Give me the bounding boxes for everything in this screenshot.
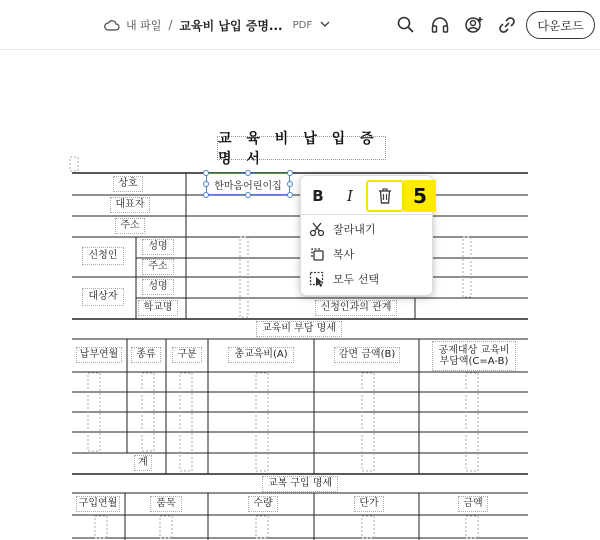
- menu-item-select-all[interactable]: [309, 267, 427, 291]
- download-button[interactable]: 다운로드: [526, 11, 595, 39]
- uniform-header-unit-price: 단가: [354, 496, 384, 512]
- relation-label: 신청인과의 관계: [315, 300, 397, 316]
- uniform-header-item: 품목: [150, 496, 182, 512]
- top-toolbar: [0, 0, 600, 50]
- subject-name-label: 성명: [142, 279, 174, 295]
- cloud-icon: [104, 19, 120, 31]
- resize-handle[interactable]: [287, 192, 293, 198]
- search-icon[interactable]: [396, 15, 416, 35]
- applicant-name-label: 성명: [142, 239, 174, 255]
- uniform-header-qty: 수량: [248, 496, 278, 512]
- trash-icon: [377, 187, 393, 205]
- uniform-header-month: 구입연월: [76, 496, 120, 512]
- resize-handle[interactable]: [245, 192, 251, 198]
- menu-item-cut-label: 잘라내기: [333, 223, 376, 236]
- menu-item-cut[interactable]: [309, 217, 427, 241]
- resize-handle[interactable]: [203, 170, 209, 176]
- uniform-header-amount: 금액: [458, 496, 488, 512]
- link-icon[interactable]: [497, 15, 517, 35]
- italic-button[interactable]: I: [347, 187, 353, 205]
- uniform-section-heading: 교복 구입 명세: [262, 476, 338, 492]
- company-label: 상호: [113, 176, 143, 192]
- resize-handle[interactable]: [287, 181, 293, 187]
- add-user-icon[interactable]: [464, 15, 484, 35]
- burden-header-deductible-line2: 부담액(C=A-B): [439, 356, 509, 367]
- bold-button[interactable]: B: [312, 187, 324, 205]
- burden-header-type: 종류: [131, 347, 161, 363]
- file-name[interactable]: 교육비 납입 증명...: [179, 18, 283, 33]
- select-all-icon: [309, 271, 325, 287]
- resize-handle[interactable]: [203, 192, 209, 198]
- copy-icon: [309, 246, 325, 262]
- burden-header-deductible-line1: 공제대상 교육비: [438, 344, 510, 356]
- breadcrumb-my-files[interactable]: 내 파일: [126, 19, 162, 32]
- burden-total-label: 계: [134, 455, 152, 471]
- step-number-badge: 5: [404, 180, 436, 212]
- headphones-icon[interactable]: [430, 15, 450, 35]
- burden-header-category: 구분: [172, 347, 202, 363]
- selected-text-field[interactable]: 한마음어린이집: [206, 173, 290, 195]
- document-title: 교 육 비 납 입 증 명 서: [217, 136, 386, 160]
- burden-section-heading: 교육비 부담 명세: [256, 321, 342, 337]
- address-label: 주소: [115, 218, 145, 234]
- burden-header-month: 납부연월: [76, 347, 122, 363]
- menu-item-select-all-label: 모두 선택: [333, 273, 380, 286]
- burden-header-deductible: [432, 341, 516, 371]
- representative-label: 대표자: [110, 197, 150, 213]
- applicant-label: 신청인: [82, 247, 124, 265]
- chevron-down-icon[interactable]: [320, 20, 330, 31]
- school-label: 학교명: [138, 300, 178, 316]
- breadcrumb-separator: /: [168, 18, 173, 32]
- breadcrumb: [104, 0, 330, 50]
- menu-item-copy-label: 복사: [333, 248, 355, 261]
- scissors-icon: [309, 221, 325, 237]
- menu-divider: [301, 214, 434, 215]
- delete-button[interactable]: [366, 180, 404, 212]
- file-type: PDF: [292, 19, 313, 31]
- menu-item-copy[interactable]: [309, 242, 427, 266]
- resize-handle[interactable]: [203, 181, 209, 187]
- subject-label: 대상자: [82, 288, 124, 306]
- resize-handle[interactable]: [287, 170, 293, 176]
- burden-header-reduction: 감면 금액(B): [334, 347, 400, 363]
- burden-header-total: 총교육비(A): [228, 347, 294, 363]
- applicant-address-label: 주소: [142, 259, 174, 275]
- resize-handle[interactable]: [245, 170, 251, 176]
